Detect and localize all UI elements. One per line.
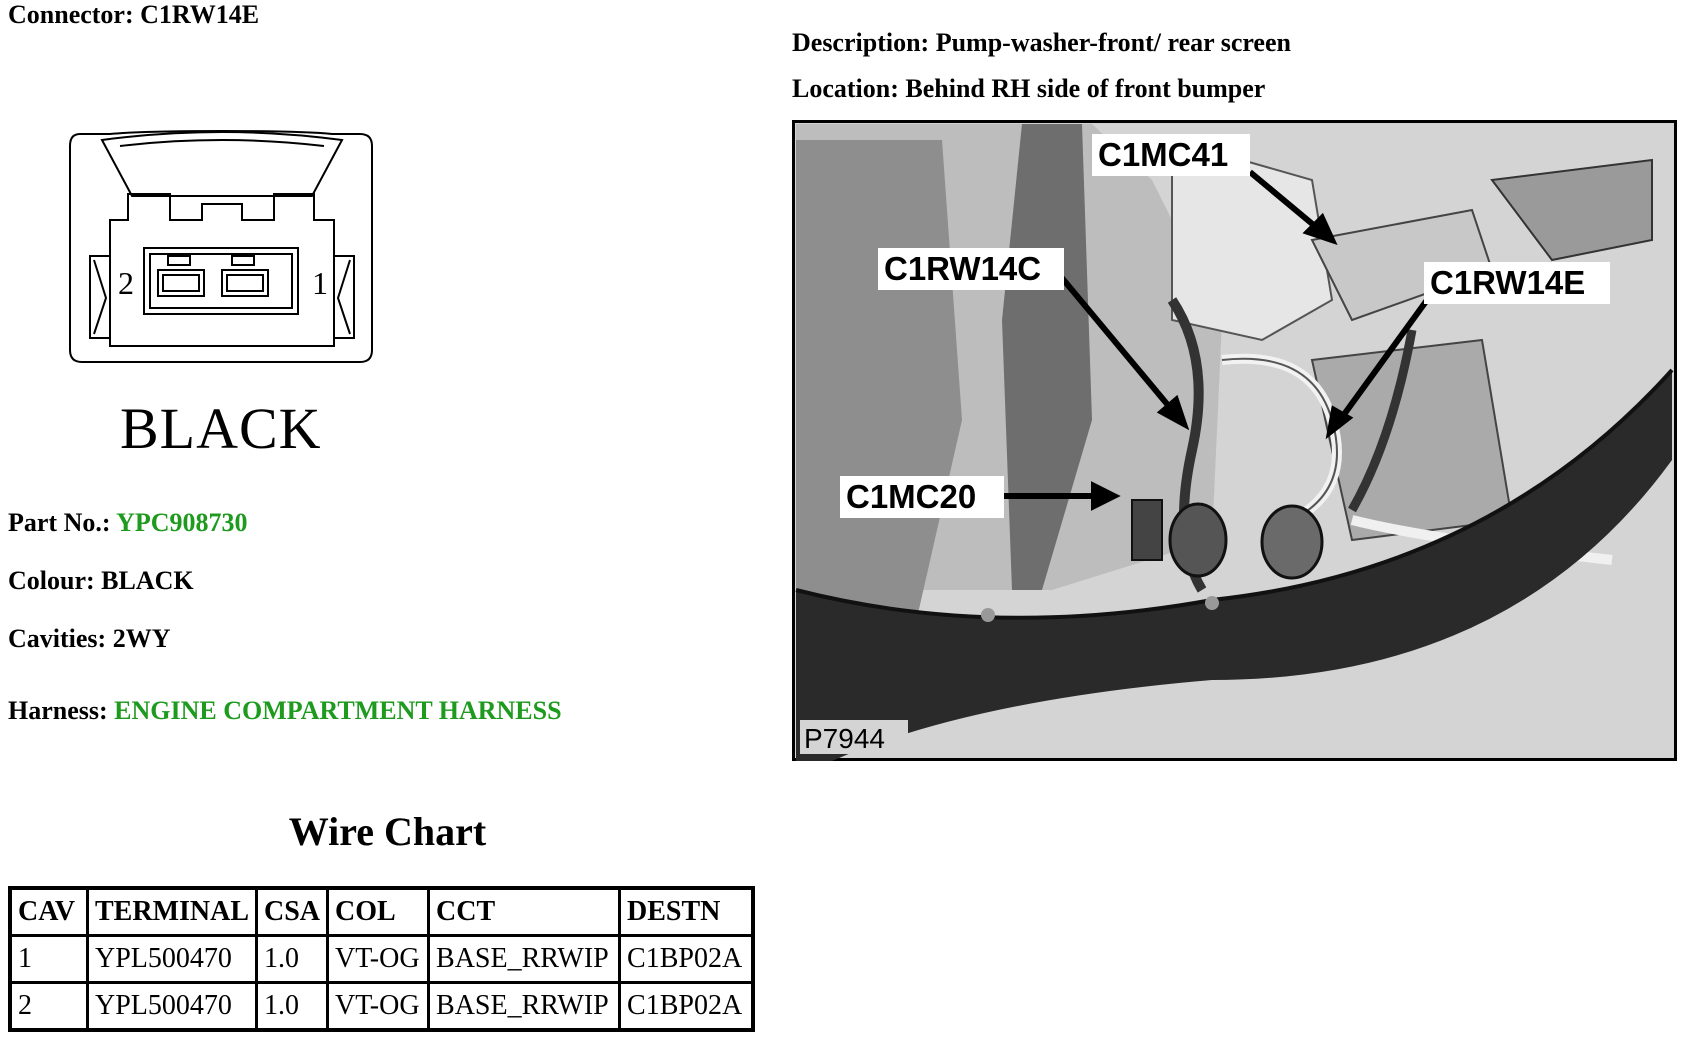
callout-c1rw14e: C1RW14E	[1430, 264, 1586, 301]
description-value: Pump-washer-front/ rear screen	[935, 28, 1291, 57]
connector-value: C1RW14E	[140, 0, 260, 29]
cell-csa: 1.0	[257, 983, 328, 1031]
harness-label: Harness:	[8, 696, 108, 725]
description-label: Description:	[792, 28, 930, 57]
column-header-cct: CCT	[429, 888, 620, 936]
callout-c1rw14c: C1RW14C	[884, 250, 1042, 287]
figure-id: P7944	[804, 723, 885, 754]
cell-cav: 1	[10, 936, 88, 983]
harness-line	[8, 696, 562, 726]
cell-destn: C1BP02A	[620, 983, 754, 1031]
table-row	[10, 936, 753, 983]
cell-cct: BASE_RRWIP	[429, 936, 620, 983]
table-header-row	[10, 888, 753, 936]
table-row	[10, 983, 753, 1031]
description-line	[792, 28, 1291, 58]
pin-label-right: 1	[312, 265, 328, 301]
wire-chart-table	[8, 886, 755, 1032]
part-number-label: Part No.:	[8, 508, 111, 537]
location-photo	[792, 120, 1677, 761]
connector-colour-caption: BLACK	[120, 396, 322, 461]
cavities-line	[8, 624, 170, 654]
location-label: Location:	[792, 74, 899, 103]
cell-cav: 2	[10, 983, 88, 1031]
callout-c1mc41: C1MC41	[1098, 136, 1229, 173]
part-number-link[interactable]: YPC908730	[116, 508, 248, 537]
colour-value: BLACK	[101, 566, 194, 595]
cell-csa: 1.0	[257, 936, 328, 983]
cell-terminal: YPL500470	[88, 983, 257, 1031]
cell-destn: C1BP02A	[620, 936, 754, 983]
connector-face-diagram	[62, 128, 382, 388]
column-header-terminal: TERMINAL	[88, 888, 257, 936]
cell-cct: BASE_RRWIP	[429, 983, 620, 1031]
colour-line	[8, 566, 194, 596]
connector-label: Connector:	[8, 0, 134, 29]
column-header-destn: DESTN	[620, 888, 754, 936]
cavities-value: 2WY	[112, 624, 171, 653]
column-header-cav: CAV	[10, 888, 88, 936]
cavities-label: Cavities:	[8, 624, 107, 653]
location-value: Behind RH side of front bumper	[905, 74, 1266, 103]
cell-col: VT-OG	[328, 936, 429, 983]
location-line	[792, 74, 1265, 104]
pin-label-left: 2	[118, 265, 134, 301]
column-header-col: COL	[328, 888, 429, 936]
harness-link[interactable]: ENGINE COMPARTMENT HARNESS	[114, 696, 562, 725]
colour-label: Colour:	[8, 566, 95, 595]
part-number-line	[8, 508, 248, 538]
wire-chart-title: Wire Chart	[288, 809, 487, 854]
cell-terminal: YPL500470	[88, 936, 257, 983]
connector-heading	[8, 0, 259, 30]
cell-col: VT-OG	[328, 983, 429, 1031]
column-header-csa: CSA	[257, 888, 328, 936]
callout-c1mc20: C1MC20	[846, 478, 977, 515]
